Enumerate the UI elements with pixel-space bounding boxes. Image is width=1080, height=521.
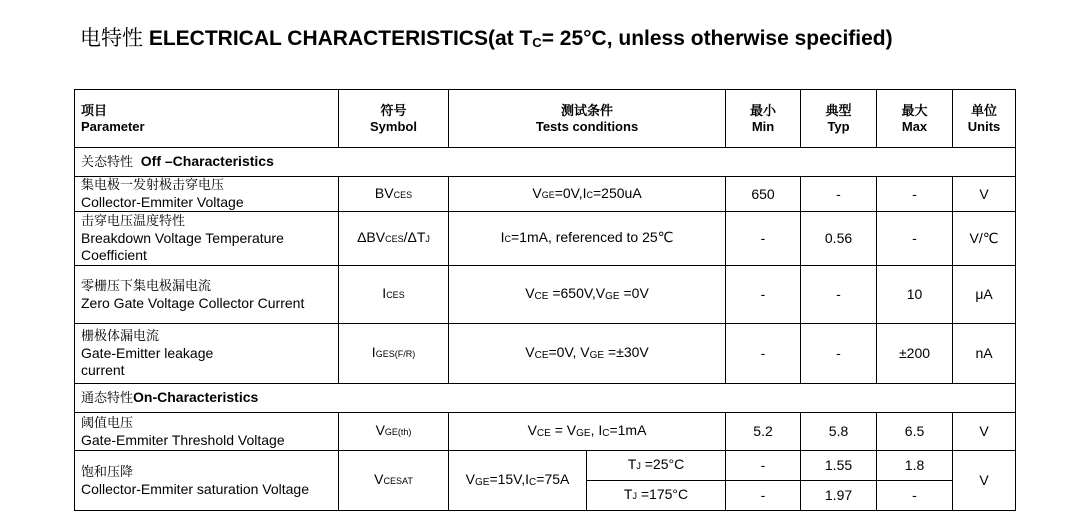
min-cell: - — [726, 481, 801, 511]
symbol-cell: BVCES — [339, 177, 449, 212]
header-parameter: 项目 Parameter — [75, 90, 339, 148]
param-cell: 阈值电压 Gate-Emmiter Threshold Voltage — [75, 413, 339, 451]
symbol-cell: ICES — [339, 266, 449, 324]
unit-cell: V — [953, 413, 1016, 451]
max-cell: 6.5 — [877, 413, 953, 451]
param-cell: 零栅压下集电极漏电流 Zero Gate Voltage Collector Current — [75, 266, 339, 324]
unit-cell: V — [953, 177, 1016, 212]
table-row-vcesat-25 — [75, 451, 1016, 481]
typ-cell: 1.97 — [801, 481, 877, 511]
header-typ: 典型 Typ — [801, 90, 877, 148]
section-on: 通态特性On-Characteristics — [75, 384, 1016, 413]
header-conditions: 测试条件 Tests conditions — [449, 90, 726, 148]
typ-cell: - — [801, 266, 877, 324]
min-cell: - — [726, 212, 801, 266]
condition-cell: VCE=0V, VGE =±30V — [449, 324, 726, 384]
max-cell: - — [877, 481, 953, 511]
typ-cell: - — [801, 177, 877, 212]
temp-cell-25: TJ =25°C — [587, 451, 726, 481]
title-cn: 电特性 — [80, 26, 143, 50]
header-units: 单位 Units — [953, 90, 1016, 148]
section-off: 关态特性 Off –Characteristics — [75, 148, 1016, 177]
table-row-bvces — [75, 177, 1016, 212]
max-cell: 1.8 — [877, 451, 953, 481]
header-min: 最小 Min — [726, 90, 801, 148]
typ-cell: 5.8 — [801, 413, 877, 451]
page-title — [80, 22, 893, 52]
unit-cell: nA — [953, 324, 1016, 384]
typ-cell: - — [801, 324, 877, 384]
temp-cell-175: TJ =175°C — [587, 481, 726, 511]
unit-cell: V — [953, 451, 1016, 511]
min-cell: - — [726, 451, 801, 481]
min-cell: 650 — [726, 177, 801, 212]
header-row — [75, 90, 1016, 148]
param-cell: 栅极体漏电流 Gate-Emitter leakage current — [75, 324, 339, 384]
symbol-cell: ΔBVCES/ΔTJ — [339, 212, 449, 266]
max-cell: - — [877, 212, 953, 266]
min-cell: - — [726, 324, 801, 384]
table-row-ices — [75, 266, 1016, 324]
condition-cell: VGE=15V,IC=75A — [449, 451, 587, 511]
table-row-tempco — [75, 212, 1016, 266]
symbol-cell: VCESAT — [339, 451, 449, 511]
table-row-iges — [75, 324, 1016, 384]
table-row-vgeth — [75, 413, 1016, 451]
param-cell: 集电极一发射极击穿电压 Collector-Emmiter Voltage — [75, 177, 339, 212]
max-cell: ±200 — [877, 324, 953, 384]
unit-cell: μA — [953, 266, 1016, 324]
max-cell: - — [877, 177, 953, 212]
param-cell: 击穿电压温度特性 Breakdown Voltage Temperature Coefficient — [75, 212, 339, 266]
header-symbol: 符号 Symbol — [339, 90, 449, 148]
min-cell: 5.2 — [726, 413, 801, 451]
electrical-characteristics-table — [74, 89, 1016, 511]
typ-cell: 1.55 — [801, 451, 877, 481]
param-cell: 饱和压降 Collector-Emmiter saturation Voltage — [75, 451, 339, 511]
min-cell: - — [726, 266, 801, 324]
symbol-cell: IGES(F/R) — [339, 324, 449, 384]
condition-cell: VGE=0V,IC=250uA — [449, 177, 726, 212]
unit-cell: V/℃ — [953, 212, 1016, 266]
max-cell: 10 — [877, 266, 953, 324]
condition-cell: IC=1mA, referenced to 25℃ — [449, 212, 726, 266]
typ-cell: 0.56 — [801, 212, 877, 266]
header-max: 最大 Max — [877, 90, 953, 148]
condition-cell: VCE = VGE, IC=1mA — [449, 413, 726, 451]
condition-cell: VCE =650V,VGE =0V — [449, 266, 726, 324]
title-en: ELECTRICAL CHARACTERISTICS(at $T_C= 25^\circ C$, unless otherwise specified) — [148, 27, 893, 50]
symbol-cell: VGE(th) — [339, 413, 449, 451]
